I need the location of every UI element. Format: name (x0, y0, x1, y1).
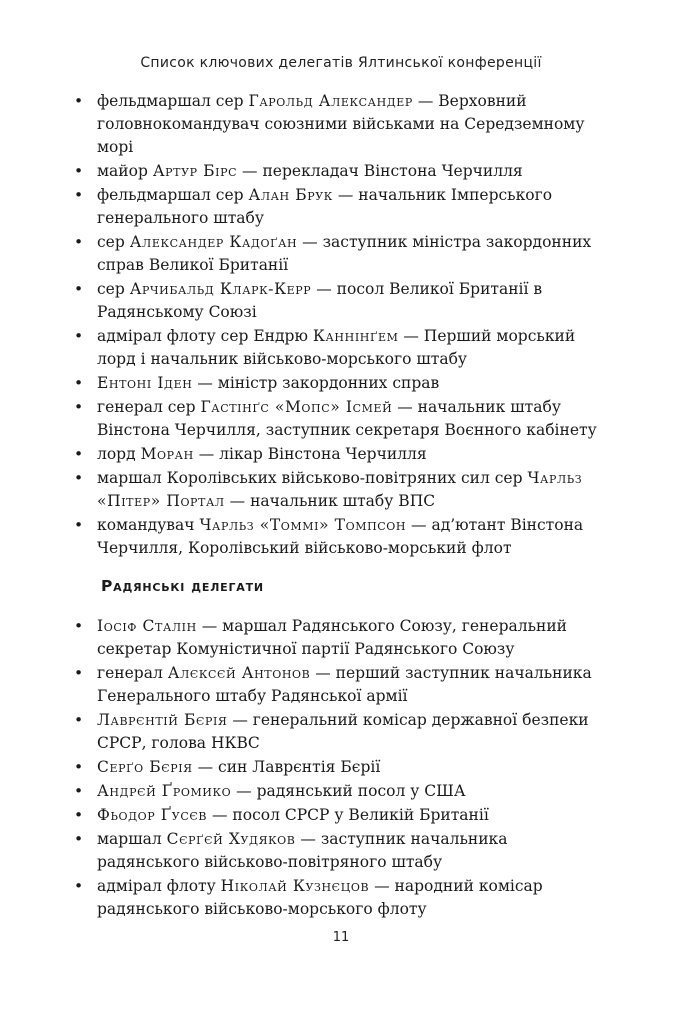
delegate-item (72, 709, 602, 755)
delegate-name: Чарльз «Пітер» Портал (97, 469, 583, 510)
delegate-item (72, 780, 602, 803)
delegate-title: адмірал флоту сер Ендрю (97, 327, 313, 345)
bullet-icon: • (74, 711, 84, 729)
delegate-role: — перший заступник начальника Генерального штабу Радянської армії (97, 664, 592, 705)
delegate-name: Серґо Бєрія (97, 758, 193, 776)
soviet-delegates-list (72, 615, 602, 922)
delegate-name: Чарльз «Томмі» Томпсон (199, 516, 407, 534)
bullet-icon: • (74, 830, 84, 848)
delegate-name: Фьодор Ґусєв (97, 806, 208, 824)
delegate-role: — міністр закордонних справ (192, 374, 440, 392)
delegate-title: лорд (97, 445, 141, 463)
delegate-item (72, 184, 602, 230)
delegate-role: — генеральний комісар державної безпеки СРСР, голова НКВС (97, 711, 589, 752)
delegate-item (72, 514, 602, 560)
delegate-name: Ніколай Кузнєцов (220, 877, 370, 895)
delegate-item (72, 756, 602, 779)
delegate-role: — заступник начальника радянського військово-повітряного штабу (97, 830, 508, 871)
delegate-role: — посол Великої Британії в Радянському Союзі (97, 280, 543, 321)
section-heading-soviet: Радянські делегати (101, 577, 264, 595)
delegate-title: маршал Королівських військово-повітряних сил сер (97, 469, 528, 487)
bullet-icon: • (74, 516, 84, 534)
bullet-icon: • (74, 398, 84, 416)
bullet-icon: • (74, 664, 84, 682)
delegate-role: — народний комісар радянського військово-морського флоту (97, 877, 543, 918)
delegate-name: Гарольд Александер (248, 92, 413, 110)
delegate-name: Моран (140, 445, 194, 463)
delegate-name: Александер Кадоґан (129, 233, 298, 251)
delegate-item (72, 278, 602, 324)
delegate-title: маршал (97, 830, 167, 848)
delegate-name: Лаврєнтій Бєрія (97, 711, 228, 729)
delegate-role: — син Лаврєнтія Бєрії (192, 758, 381, 776)
delegate-title: майор (97, 162, 153, 180)
delegate-title: фельдмаршал сер (97, 186, 249, 204)
bullet-icon: • (74, 617, 84, 635)
delegate-item (72, 443, 602, 466)
delegate-title: адмірал флоту (97, 877, 221, 895)
bullet-icon: • (74, 92, 84, 110)
bullet-icon: • (74, 469, 84, 487)
delegate-role: — ад’ютант Вінстона Черчилля, Королівський військово-морський флот (97, 516, 584, 557)
delegate-title: генерал сер (97, 398, 201, 416)
delegate-item (72, 467, 602, 513)
bullet-icon: • (74, 327, 84, 345)
delegate-role: — радянський посол у США (231, 782, 466, 800)
delegate-role: — перекладач Вінстона Черчилля (237, 162, 523, 180)
delegate-item (72, 804, 602, 827)
delegate-role: — лікар Вінстона Черчилля (193, 445, 427, 463)
bullet-icon: • (74, 162, 84, 180)
bullet-icon: • (74, 280, 84, 298)
delegate-role: — маршал Радянського Союзу, генеральний секретар Комуністичної партії Радянського Союзу (97, 617, 568, 658)
bullet-icon: • (74, 445, 84, 463)
bullet-icon: • (74, 758, 84, 776)
delegate-name: Алан Брук (248, 186, 333, 204)
delegate-item (72, 875, 602, 921)
delegate-role: — Верховний головнокомандувач союзними військами на Середземному морі (97, 92, 585, 156)
delegate-role: — начальник штабу ВПС (224, 492, 436, 510)
delegate-name: Іосіф Сталін (97, 617, 197, 635)
delegate-name: Гастінґс «Мопс» Ісмей (200, 398, 393, 416)
bullet-icon: • (74, 233, 84, 251)
delegate-item (72, 662, 602, 708)
delegate-role: — начальник штабу Вінстона Черчилля, заступник секретаря Воєнного кабінету (97, 398, 597, 439)
bullet-icon: • (74, 806, 84, 824)
delegate-name: Сєрґєй Худяков (166, 830, 296, 848)
delegate-item (72, 828, 602, 874)
bullet-icon: • (74, 374, 84, 392)
delegate-role: — заступник міністра закордонних справ Великої Британії (97, 233, 592, 274)
delegate-name: Андрєй Ґромико (97, 782, 232, 800)
bullet-icon: • (74, 782, 84, 800)
delegate-role: — начальник Імперського генерального штабу (97, 186, 553, 227)
delegate-title: сер (97, 280, 130, 298)
bullet-icon: • (74, 186, 84, 204)
delegate-item (72, 160, 602, 183)
delegate-role: — посол СРСР у Великій Британії (207, 806, 489, 824)
delegate-name: Артур Бірс (152, 162, 238, 180)
delegate-item (72, 90, 602, 159)
page-number: 11 (332, 930, 350, 945)
delegate-name: Алєксєй Антонов (167, 664, 311, 682)
delegate-title: фельдмаршал сер (97, 92, 249, 110)
delegate-item (72, 231, 602, 277)
delegate-name: Каннінґем (312, 327, 399, 345)
delegate-item (72, 615, 602, 661)
running-head: Список ключових делегатів Ялтинської конференції (140, 55, 542, 71)
british-delegates-list (72, 90, 602, 561)
delegate-item (72, 396, 602, 442)
delegate-title: командувач (97, 516, 200, 534)
delegate-role: — Перший морський лорд і начальник військово-морського штабу (97, 327, 576, 368)
delegate-item (72, 372, 602, 395)
bullet-icon: • (74, 877, 84, 895)
delegate-name: Арчибальд Кларк-Керр (129, 280, 312, 298)
delegate-name: Ентоні Іден (97, 374, 193, 392)
delegate-title: сер (97, 233, 130, 251)
delegate-item (72, 325, 602, 371)
delegate-title: генерал (97, 664, 168, 682)
